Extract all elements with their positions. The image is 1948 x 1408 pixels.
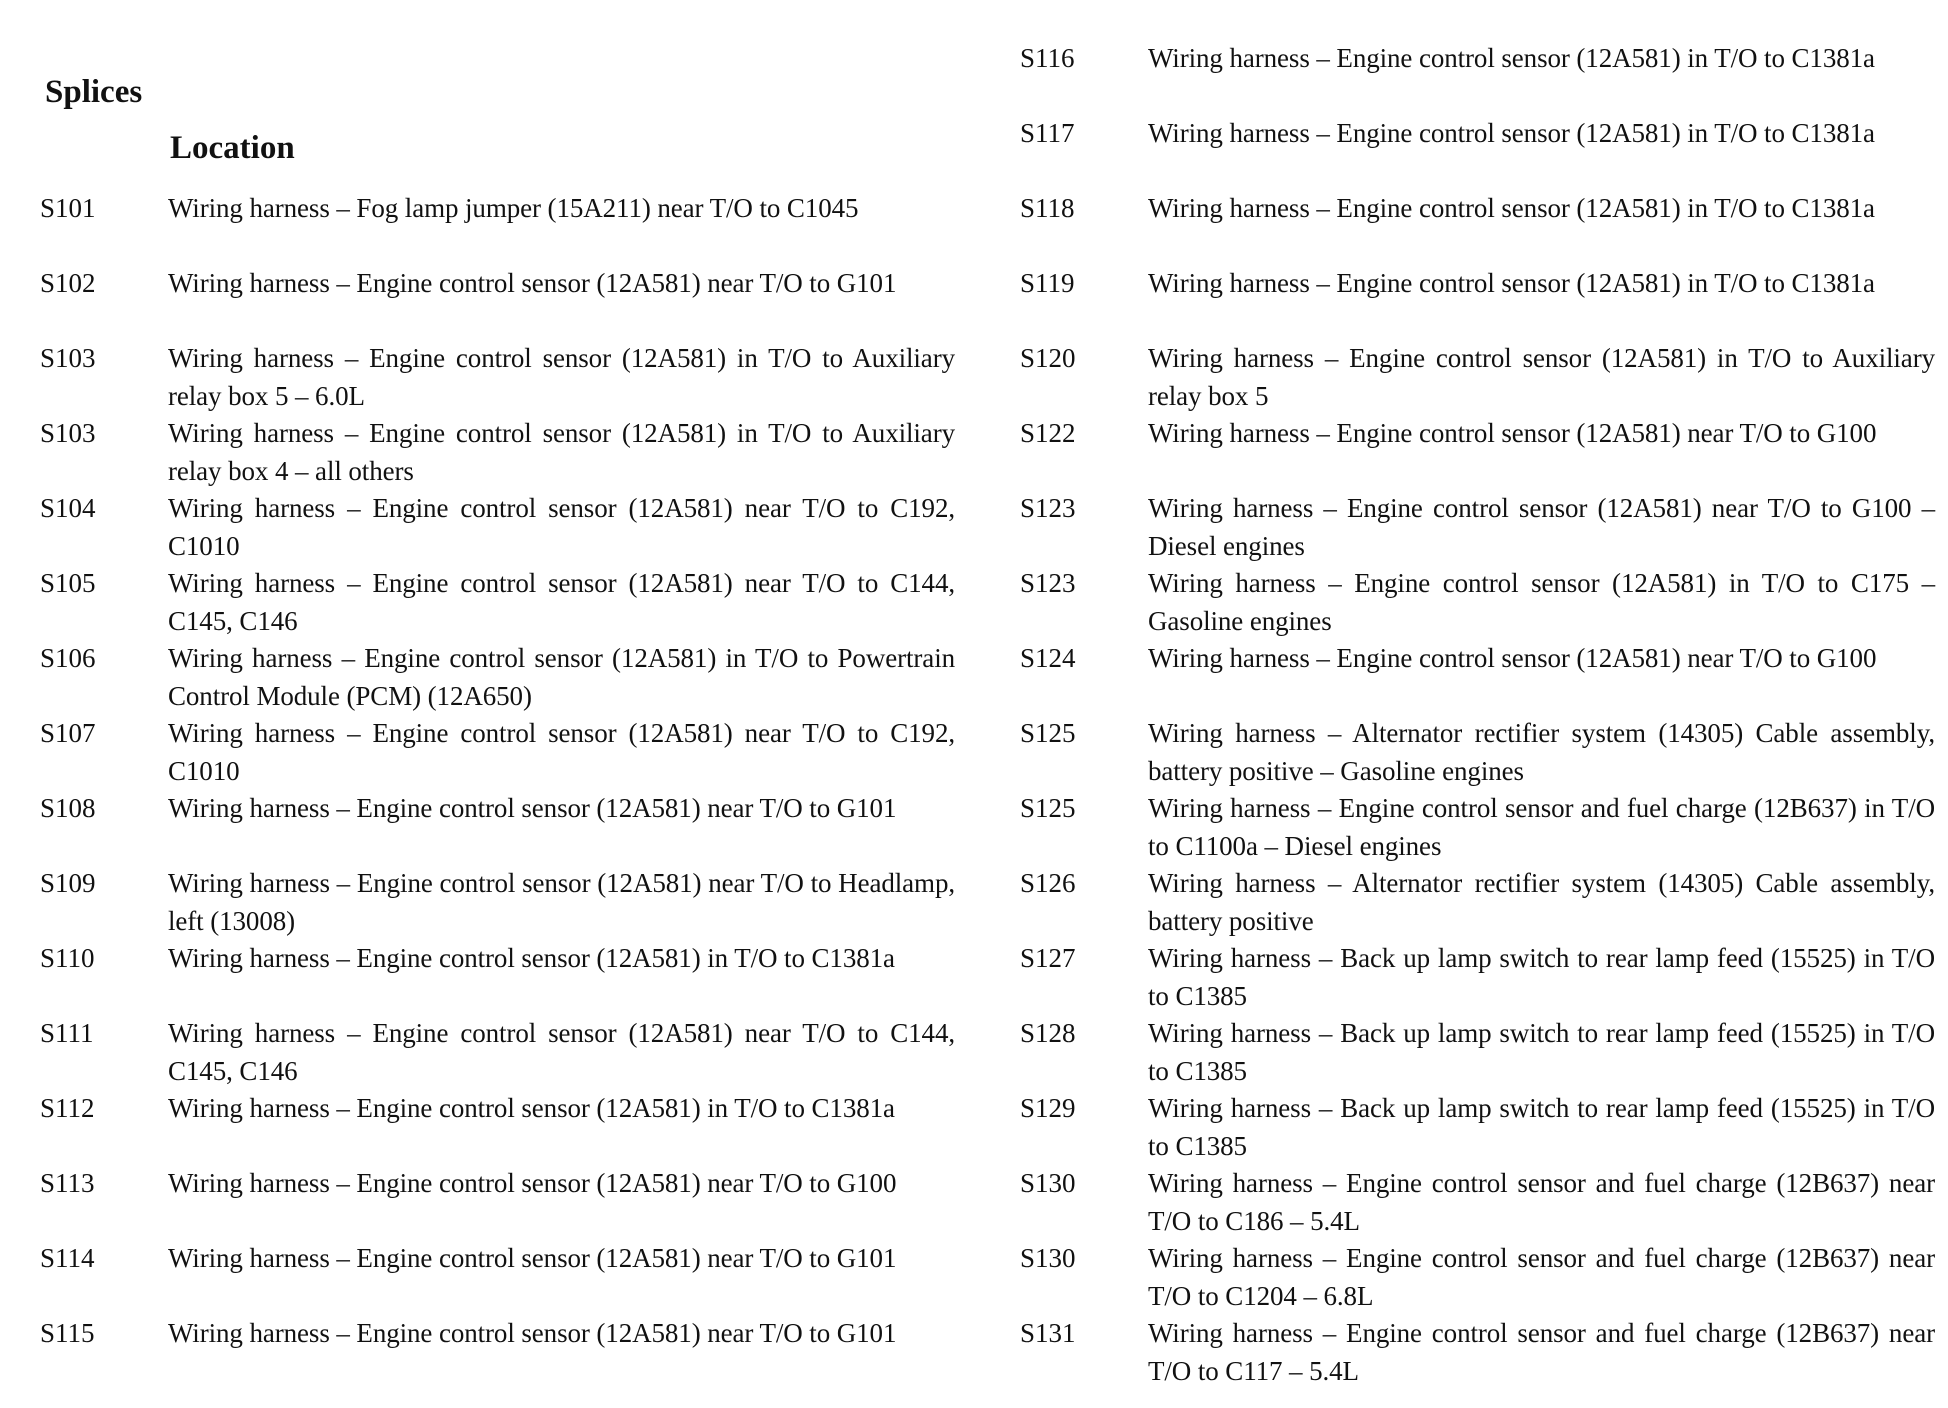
splice-code: S110 [40,943,95,973]
splice-code: S104 [40,493,96,523]
splice-code: S108 [40,793,96,823]
splice-location: Wiring harness – Engine control sensor (12A581) in T/O to C1381a [168,943,895,973]
splice-location: Wiring harness – Engine control sensor (12A581) in T/O to C1381a [1148,43,1875,73]
splice-location: Wiring harness – Engine control sensor (12A581) near T/O to G100 [1148,418,1877,448]
splice-location: Wiring harness – Engine control sensor (12A581) in T/O to Auxiliary relay box 5 – 6.0L [168,343,955,411]
splice-location: Wiring harness – Engine control sensor (12A581) in T/O to C1381a [1148,118,1875,148]
section-heading: Splices [45,74,143,110]
splice-entry [1020,415,1935,490]
splice-entry [40,565,955,640]
splice-location: Wiring harness – Engine control sensor (12A581) near T/O to G100 – Diesel engines [1148,493,1935,561]
splice-code: S122 [1020,418,1076,448]
splice-entry [40,1015,955,1090]
splice-location: Wiring harness – Back up lamp switch to rear lamp feed (15525) in T/O to C1385 [1148,943,1935,1011]
splice-entry [40,1090,955,1165]
splice-location: Wiring harness – Engine control sensor and fuel charge (12B637) near T/O to C1204 – 6.8L [1148,1243,1935,1311]
splice-code: S107 [40,718,96,748]
splice-code: S101 [40,193,96,223]
splice-entry [40,265,955,340]
splice-code: S102 [40,268,96,298]
splice-entry [1020,1315,1935,1390]
splice-location: Wiring harness – Back up lamp switch to rear lamp feed (15525) in T/O to C1385 [1148,1093,1935,1161]
splice-code: S114 [40,1243,95,1273]
splice-list-left [40,190,955,1390]
splice-code: S128 [1020,1018,1076,1048]
splice-entry [40,190,955,265]
splice-code: S112 [40,1093,95,1123]
splice-code: S103 [40,343,96,373]
splice-location: Wiring harness – Engine control sensor (12A581) in T/O to Powertrain Control Module (PCM) (12A650) [168,643,955,711]
splice-code: S130 [1020,1243,1076,1273]
splice-code: S105 [40,568,96,598]
column-heading-location: Location [170,130,295,166]
splice-code: S125 [1020,718,1076,748]
splice-entry [1020,715,1935,790]
splice-location: Wiring harness – Engine control sensor (12A581) near T/O to G101 [168,1243,897,1273]
splice-entry [40,715,955,790]
splice-entry [1020,1015,1935,1090]
splice-location: Wiring harness – Engine control sensor (12A581) in T/O to C1381a [168,1093,895,1123]
splice-entry [1020,40,1935,115]
splice-entry [1020,565,1935,640]
splice-code: S111 [40,1018,94,1048]
splice-location: Wiring harness – Engine control sensor (12A581) near T/O to C144, C145, C146 [168,568,955,636]
splice-code: S103 [40,418,96,448]
splice-location: Wiring harness – Engine control sensor and fuel charge (12B637) near T/O to C186 – 5.4L [1148,1168,1935,1236]
splice-code: S115 [40,1318,95,1348]
splice-code: S126 [1020,868,1076,898]
splice-code: S123 [1020,493,1076,523]
splice-code: S131 [1020,1318,1076,1348]
splice-code: S129 [1020,1093,1076,1123]
splice-entry [40,940,955,1015]
splice-code: S106 [40,643,96,673]
splice-location: Wiring harness – Engine control sensor (12A581) near T/O to Headlamp, left (13008) [168,868,955,936]
splice-code: S125 [1020,793,1076,823]
splice-code: S118 [1020,193,1075,223]
splice-location: Wiring harness – Engine control sensor (12A581) near T/O to G100 [1148,643,1877,673]
splice-entry [40,1165,955,1240]
splice-location: Wiring harness – Engine control sensor (12A581) in T/O to C175 – Gasoline engines [1148,568,1935,636]
splice-entry [1020,640,1935,715]
splice-location: Wiring harness – Engine control sensor (12A581) near T/O to G101 [168,1318,897,1348]
splice-entry [1020,190,1935,265]
splice-location: Wiring harness – Engine control sensor (12A581) near T/O to G101 [168,268,897,298]
splice-location: Wiring harness – Engine control sensor (12A581) near T/O to C192, C1010 [168,493,955,561]
splice-entry [1020,790,1935,865]
splice-location: Wiring harness – Engine control sensor (12A581) near T/O to C192, C1010 [168,718,955,786]
splice-entry [1020,265,1935,340]
splice-location: Wiring harness – Engine control sensor and fuel charge (12B637) near T/O to C117 – 5.4L [1148,1318,1935,1386]
splice-entry [40,865,955,940]
splice-location: Wiring harness – Fog lamp jumper (15A211) near T/O to C1045 [168,193,859,223]
splice-entry [40,1315,955,1390]
splice-location: Wiring harness – Engine control sensor (12A581) near T/O to G100 [168,1168,897,1198]
splice-entry [1020,340,1935,415]
splice-list-right [1020,40,1935,1390]
splice-location: Wiring harness – Engine control sensor (12A581) in T/O to Auxiliary relay box 5 [1148,343,1935,411]
splice-entry [1020,940,1935,1015]
splice-entry [1020,1090,1935,1165]
splice-code: S109 [40,868,96,898]
splice-code: S113 [40,1168,95,1198]
splice-entry [1020,490,1935,565]
splice-location: Wiring harness – Back up lamp switch to rear lamp feed (15525) in T/O to C1385 [1148,1018,1935,1086]
splice-code: S124 [1020,643,1076,673]
splice-code: S120 [1020,343,1076,373]
splice-code: S127 [1020,943,1076,973]
splice-entry [1020,1165,1935,1240]
splice-code: S130 [1020,1168,1076,1198]
splice-entry [40,415,955,490]
splice-location: Wiring harness – Engine control sensor (12A581) in T/O to C1381a [1148,268,1875,298]
splice-entry [40,790,955,865]
splice-code: S119 [1020,268,1075,298]
splice-entry [40,640,955,715]
splice-code: S116 [1020,43,1075,73]
splice-location: Wiring harness – Alternator rectifier system (14305) Cable assembly, battery positive [1148,868,1935,936]
splice-entry [1020,115,1935,190]
splice-location: Wiring harness – Engine control sensor and fuel charge (12B637) in T/O to C1100a – Diesel engines [1148,793,1935,861]
splice-code: S123 [1020,568,1076,598]
splice-entry [40,1240,955,1315]
splice-location: Wiring harness – Engine control sensor (12A581) near T/O to C144, C145, C146 [168,1018,955,1086]
splice-location: Wiring harness – Engine control sensor (12A581) in T/O to Auxiliary relay box 4 – all others [168,418,955,486]
splice-entry [1020,1240,1935,1315]
splice-code: S117 [1020,118,1075,148]
splice-location: Wiring harness – Engine control sensor (12A581) in T/O to C1381a [1148,193,1875,223]
splice-location: Wiring harness – Alternator rectifier system (14305) Cable assembly, battery positive – Gasoline engines [1148,718,1935,786]
splice-entry [40,340,955,415]
splice-location: Wiring harness – Engine control sensor (12A581) near T/O to G101 [168,793,897,823]
splice-entry [1020,865,1935,940]
splice-entry [40,490,955,565]
